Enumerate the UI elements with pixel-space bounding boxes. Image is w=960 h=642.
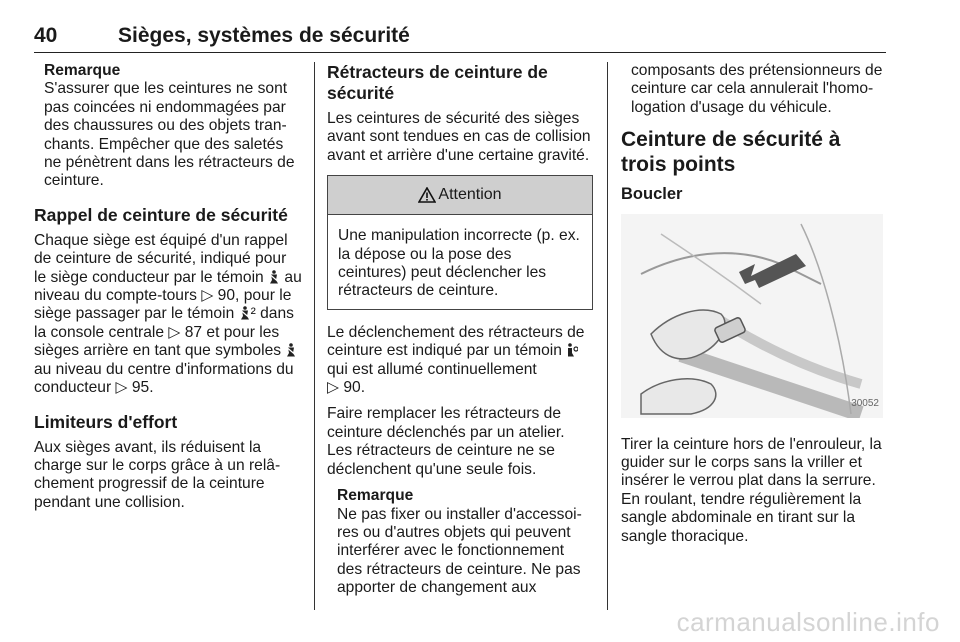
page-number: 40 (34, 24, 58, 47)
remark-text: Ne pas fixer ou installer d'accessoires ou d'autres objets qui peuvent interférer avec le fonctionnement des rétracteurs de ceinture. Ne pas apporter de changement aux (337, 505, 582, 597)
page-title: Sièges, systèmes de sécurité (118, 24, 410, 47)
remark-block (327, 487, 593, 597)
trigger-text-1: Le déclenchement des rétracteurs de ceinture est indiqué par un témoin (327, 323, 585, 360)
continued-remark-text: composants des prétensionneurs de ceinture car cela annulerait l'homologation d'usage du véhicule. (631, 62, 883, 116)
attention-body: Une manipulation incorrecte (p. ex. la dépose ou la pose des ceintures) peut déclencher les rétracteurs de ceinture. (338, 227, 580, 300)
figure-code: 30052 (851, 398, 879, 410)
heading-three-point-belt: Ceinture de sécurité à trois points (621, 128, 841, 177)
reminder-text-2: au niveau du compte-tours (34, 268, 302, 305)
trigger-text-2: qui est allumé continuellement (327, 360, 537, 378)
watermark: carmanualsonline.info (676, 607, 940, 637)
limiters-text: Aux sièges avant, ils réduisent la charge sur le corps grâce à un relâchement progressif de la ceinture pendant une collision. (34, 438, 281, 511)
reminder-ref-87: 87 et (184, 323, 220, 341)
reminder-ref-95: 95. (131, 379, 154, 397)
page-header (34, 22, 886, 53)
page-ref-arrow-icon: ▷ (327, 379, 339, 397)
airbag-pretensioner-warning-icon (566, 343, 578, 357)
column-2 (327, 62, 593, 598)
attention-box (327, 175, 593, 310)
reminder-text-6: au niveau du centre d'informations du conducteur (34, 360, 294, 397)
remark-text: S'assurer que les ceintures ne sont pas coincées ni endommagées par des chaussures ou des objets tranchants. Empêcher que des saletés ne pénètrent dans les rétracteurs de ceinture. (44, 80, 295, 190)
trigger-paragraph (327, 324, 593, 398)
reminder-text-3: pour le siège passager par le témoin (34, 287, 292, 323)
warning-triangle-icon (418, 187, 436, 203)
passenger-seatbelt-warning-icon (239, 306, 251, 320)
attention-header (328, 176, 592, 215)
heading-seatbelt-reminder: Rappel de ceinture de sécurité (34, 204, 288, 225)
buckle-text: Tirer la ceinture hors de l'enrouleur, la guider sur le corps sans la vriller et insérer le verrou plat dans la serrure. En roulant, tendre régulièrement la sangle abdominale en tirant sur la sangle thoracique. (621, 435, 882, 545)
page-ref-arrow-icon: ▷ (168, 323, 181, 341)
trigger-ref-90: 90. (343, 379, 366, 397)
remark-title: Remarque (44, 62, 121, 79)
reminder-text-4: ² dans la console centrale (34, 305, 294, 341)
column-3 (621, 62, 887, 546)
heading-buckle: Boucler (621, 185, 683, 204)
page-ref-arrow-icon: ▷ (115, 379, 128, 397)
page-ref-arrow-icon: ▷ (201, 287, 214, 305)
reminder-paragraph (34, 232, 302, 398)
remark-block (34, 62, 302, 191)
retractors-text: Les ceintures de sécurité des sièges avant sont tendues en cas de collision avant et arrière d'une certaine gravité. (327, 110, 591, 164)
heading-force-limiters: Limiteurs d'effort (34, 411, 178, 432)
reminder-text-1: Chaque siège est équipé d'un rappel de ceinture de sécurité, indiqué pour le siège conducteur par le témoin (34, 231, 288, 286)
column-1 (34, 62, 302, 512)
seatbelt-warning-icon (268, 270, 280, 284)
column-divider (314, 62, 315, 610)
heading-belt-retractors: Rétracteurs de ceinture de sécurité (327, 62, 548, 103)
reminder-text-5: pour les sièges arrière en tant que symboles (34, 323, 282, 360)
attention-title: Attention (438, 186, 502, 204)
reminder-ref-90: 90, (217, 287, 240, 305)
column-divider (607, 62, 608, 610)
remark-title: Remarque (337, 487, 414, 505)
buckle-illustration-drawing (621, 214, 883, 418)
buckle-illustration (621, 214, 883, 418)
replace-text: Faire remplacer les rétracteurs de ceinture déclenchés par un atelier. Les rétracteurs de ceinture ne se déclenchent qu'une seule fois. (327, 405, 565, 478)
rear-seatbelt-symbol-icon (285, 343, 297, 357)
